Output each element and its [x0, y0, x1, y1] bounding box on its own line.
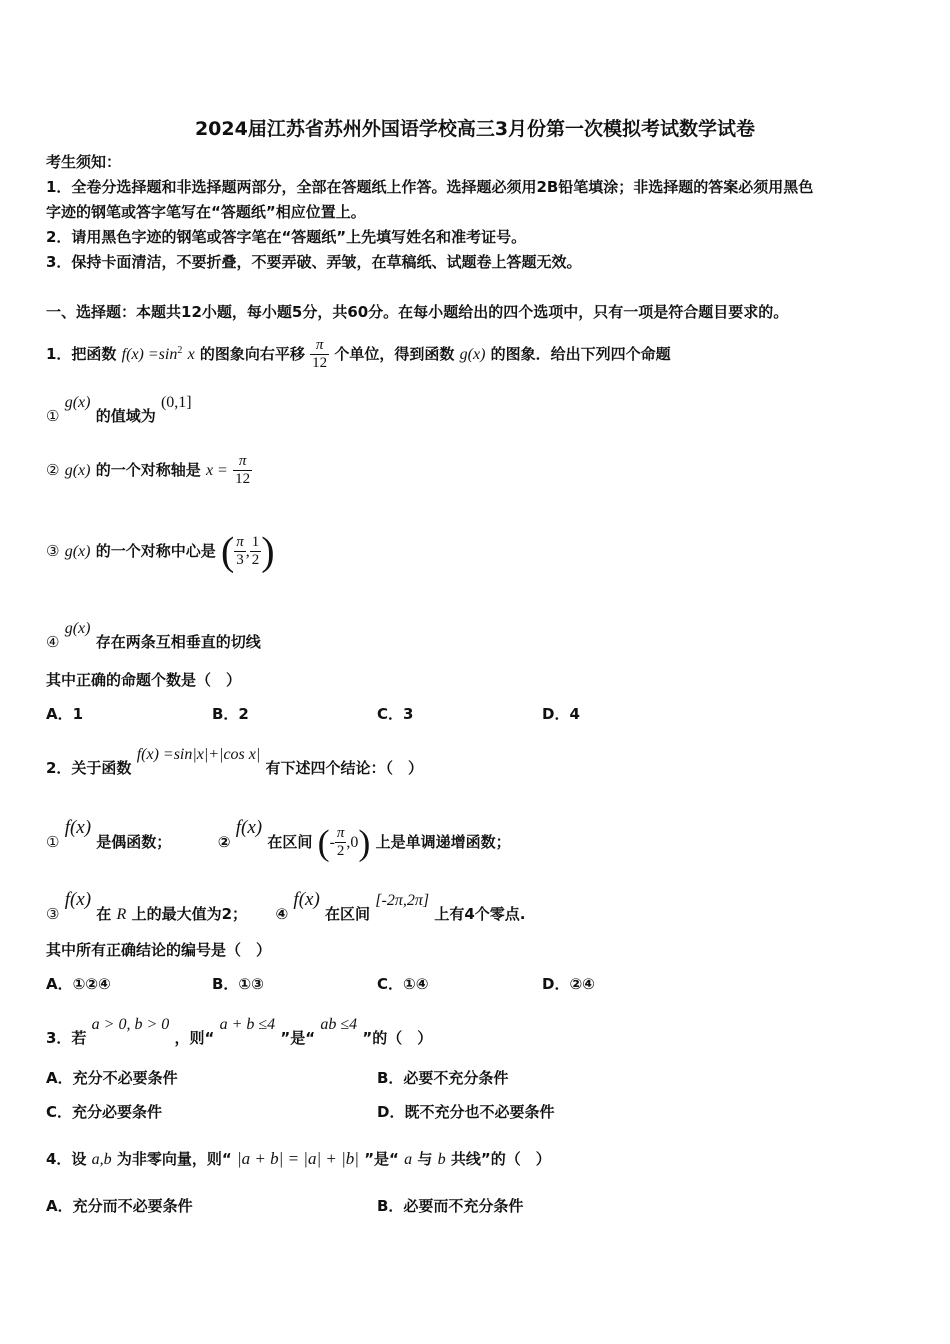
- notice-line-4: 3．保持卡面清洁，不要折叠，不要弄破、弄皱，在草稿纸、试题卷上答题无效。: [46, 253, 582, 271]
- question-1-stem: 1．把函数 $f(x) =\sin^2$ x 的图象向右平移 $\frac{\pi}{12}$ 个单位，得到函数 g(x) 的图象．给出下列四个命题: [46, 337, 671, 371]
- exam-title: 2024届江苏省苏州外国语学校高三3月份第一次模拟考试数学试卷: [194, 118, 756, 140]
- q2-option-a[interactable]: A．①②④: [46, 975, 111, 993]
- notice-line-2: 字迹的钢笔或答字笔写在“答题纸”相应位置上。: [46, 203, 366, 221]
- q3-option-b[interactable]: B．必要不充分条件: [377, 1069, 509, 1087]
- q3-option-a[interactable]: A．充分不必要条件: [46, 1069, 178, 1087]
- q1-statement-2: ② g(x) 的一个对称轴是 x = $\frac{\pi}{12}$: [46, 453, 251, 487]
- q1-statement-3: ③ g(x) 的一个对称中心是 ( $\frac{\pi}{3}$ , $\frac{1}{2}$ ): [46, 528, 275, 574]
- question-2-stem: 2．关于函数 f(x) =sin|x|+|cos x| 有下述四个结论：（ ）: [46, 746, 424, 777]
- q1-option-d[interactable]: D．4: [542, 705, 580, 723]
- q2-statements-3-4: ③ f(x) 在 R 上的最大值为2； ④ f(x) 在区间 [-2π,2π] 上有4个零点.: [46, 889, 526, 923]
- q2-option-d[interactable]: D．②④: [542, 975, 595, 993]
- q4-option-b[interactable]: B．必要而不充分条件: [377, 1197, 524, 1215]
- q1-option-b[interactable]: B．2: [212, 705, 249, 723]
- interval-fraction: $\frac{\pi}{2}$: [336, 825, 345, 859]
- q1-ask: 其中正确的命题个数是（ ）: [46, 671, 242, 689]
- center-fraction-y: $\frac{1}{2}$: [251, 534, 260, 568]
- q2-statements-1-2: ① f(x) 是偶函数； ② f(x) 在区间 (- $\frac{\pi}{2}$ ,0) 上是单调递增函数；: [46, 817, 511, 863]
- q2-option-b[interactable]: B．①③: [212, 975, 264, 993]
- q4-option-a[interactable]: A．充分而不必要条件: [46, 1197, 193, 1215]
- question-3-stem: 3．若 a > 0, b > 0 ，则“ a + b ≤4 ”是“ ab ≤4 ”的（ ）: [46, 1016, 433, 1047]
- q1-statement-1: ① g(x) 的值域为 (0,1]: [46, 394, 192, 425]
- shift-fraction: $\frac{\pi}{12}$: [312, 337, 328, 371]
- notice-line-3: 2．请用黑色字迹的钢笔或答字笔在“答题纸”上先填写姓名和准考证号。: [46, 228, 527, 246]
- notice-heading: 考生须知：: [46, 153, 122, 171]
- q2-option-c[interactable]: C．①④: [377, 975, 429, 993]
- section-heading: 一、选择题：本题共12小题，每小题5分，共60分。在每小题给出的四个选项中，只有一项是符合题目要求的。: [46, 303, 789, 321]
- q3-option-c[interactable]: C．充分必要条件: [46, 1103, 163, 1121]
- axis-fraction: $\frac{\pi}{12}$: [235, 453, 251, 487]
- q1-option-c[interactable]: C．3: [377, 705, 414, 723]
- q3-option-d[interactable]: D．既不充分也不必要条件: [377, 1103, 555, 1121]
- center-fraction-x: $\frac{\pi}{3}$: [236, 534, 244, 568]
- q1-statement-4: ④ g(x) 存在两条互相垂直的切线: [46, 620, 261, 651]
- q2-ask: 其中所有正确结论的编号是（ ）: [46, 941, 272, 959]
- question-4-stem: 4．设 a,b 为非零向量，则“ |a + b| = |a| + |b| ”是“ a 与 b 共线”的（ ）: [46, 1149, 551, 1168]
- notice-line-1: 1．全卷分选择题和非选择题两部分，全部在答题纸上作答。选择题必须用2B铅笔填涂；非选择题的答案必须用黑色: [46, 178, 814, 196]
- q1-option-a[interactable]: A．1: [46, 705, 84, 723]
